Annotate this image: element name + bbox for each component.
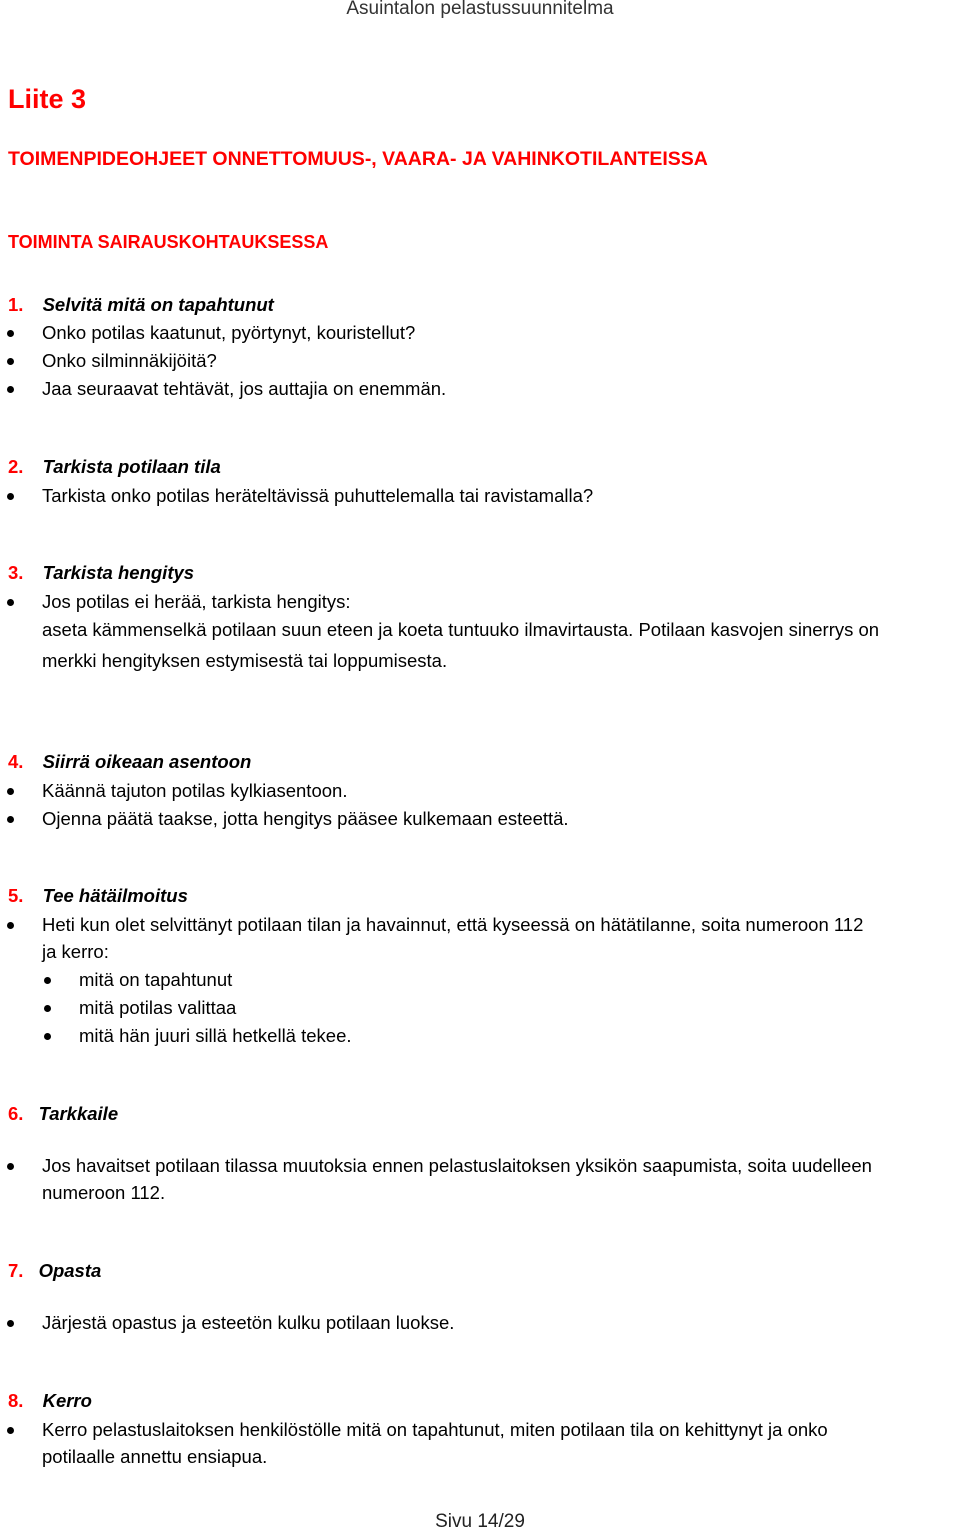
step-5-line-2: ja kerro: [42,941,109,962]
step-6-line-2: numeroon 112. [42,1182,166,1203]
step-number: 8. [8,1390,24,1411]
step-1-line-1: Onko potilas kaatunut, pyörtynyt, kouristellut? [42,322,416,343]
step-title: Opasta [38,1260,102,1281]
step-5-sub-1: mitä on tapahtunut [79,969,233,990]
step-3-line-3: merkki hengityksen estymisestä tai loppumisesta. [42,650,448,671]
bullet-icon [7,1320,14,1327]
step-4-line-1: Käännä tajuton potilas kylkiasentoon. [42,780,348,801]
step-7-line-1: Järjestä opastus ja esteetön kulku potilaan luokse. [42,1312,455,1333]
step-title: Selvitä mitä on tapahtunut [42,294,274,315]
step-number: 3. [8,562,24,583]
step-6-heading [8,1103,118,1125]
page-number: Sivu 14/29 [435,1511,525,1532]
step-8-line-1: Kerro pelastuslaitoksen henkilöstölle mitä on tapahtunut, miten potilaan tila on kehittynyt ja onko [42,1419,828,1440]
step-title: Kerro [42,1390,92,1411]
step-5-heading [8,885,188,907]
step-2-line-1: Tarkista onko potilas heräteltävissä puhuttelemalla tai ravistamalla? [42,485,594,506]
step-8-heading [8,1390,92,1412]
main-title: TOIMENPIDEOHJEET ONNETTOMUUS-, VAARA- JA VAHINKOTILANTEISSA [8,148,708,170]
bullet-icon [7,330,14,337]
bullet-icon [7,1163,14,1170]
step-3-heading [8,562,194,584]
step-7-heading [8,1260,101,1282]
bullet-icon [7,493,14,500]
step-3-line-2: aseta kämmenselkä potilaan suun eteen ja koeta tuntuuko ilmavirtausta. Potilaan kasvojen sinerrys on [42,619,880,640]
bullet-icon [7,358,14,365]
step-6-line-1: Jos havaitset potilaan tilassa muutoksia ennen pelastuslaitoksen yksikön saapumista, soita uudelleen [42,1155,872,1176]
bullet-icon [7,1427,14,1434]
step-5-sub-2: mitä potilas valittaa [79,997,237,1018]
header-title: Asuintalon pelastussuunnitelma [346,0,614,19]
step-8-line-2: potilaalle annettu ensiapua. [42,1446,268,1467]
bullet-icon [44,1033,51,1040]
step-number: 4. [8,751,24,772]
bullet-icon [44,977,51,984]
step-4-heading [8,751,251,773]
bullet-icon [44,1005,51,1012]
step-3-line-1: Jos potilas ei herää, tarkista hengitys: [42,591,351,612]
step-number: 5. [8,885,24,906]
step-title: Tarkkaile [38,1103,119,1124]
bullet-icon [7,386,14,393]
step-1-heading [8,294,274,316]
bullet-icon [7,922,14,929]
section-title: TOIMINTA SAIRAUSKOHTAUKSESSA [8,232,329,252]
step-number: 7. [8,1260,24,1281]
step-title: Siirrä oikeaan asentoon [42,751,252,772]
step-4-line-2: Ojenna päätä taakse, jotta hengitys pääsee kulkemaan esteettä. [42,808,569,829]
step-5-sub-3: mitä hän juuri sillä hetkellä tekee. [79,1025,352,1046]
step-number: 6. [8,1103,24,1124]
bullet-icon [7,599,14,606]
step-number: 1. [8,294,24,315]
step-number: 2. [8,456,24,477]
bullet-icon [7,788,14,795]
step-title: Tee hätäilmoitus [42,885,188,906]
bullet-icon [7,816,14,823]
step-1-line-2: Onko silminnäkijöitä? [42,350,217,371]
step-1-line-3: Jaa seuraavat tehtävät, jos auttajia on enemmän. [42,378,447,399]
step-2-heading [8,456,221,478]
step-5-line-1: Heti kun olet selvittänyt potilaan tilan ja havainnut, että kyseessä on hätätilanne, soita numeroon 112 [42,914,864,935]
appendix-label: Liite 3 [8,84,87,114]
step-title: Tarkista potilaan tila [42,456,221,477]
step-title: Tarkista hengitys [42,562,195,583]
